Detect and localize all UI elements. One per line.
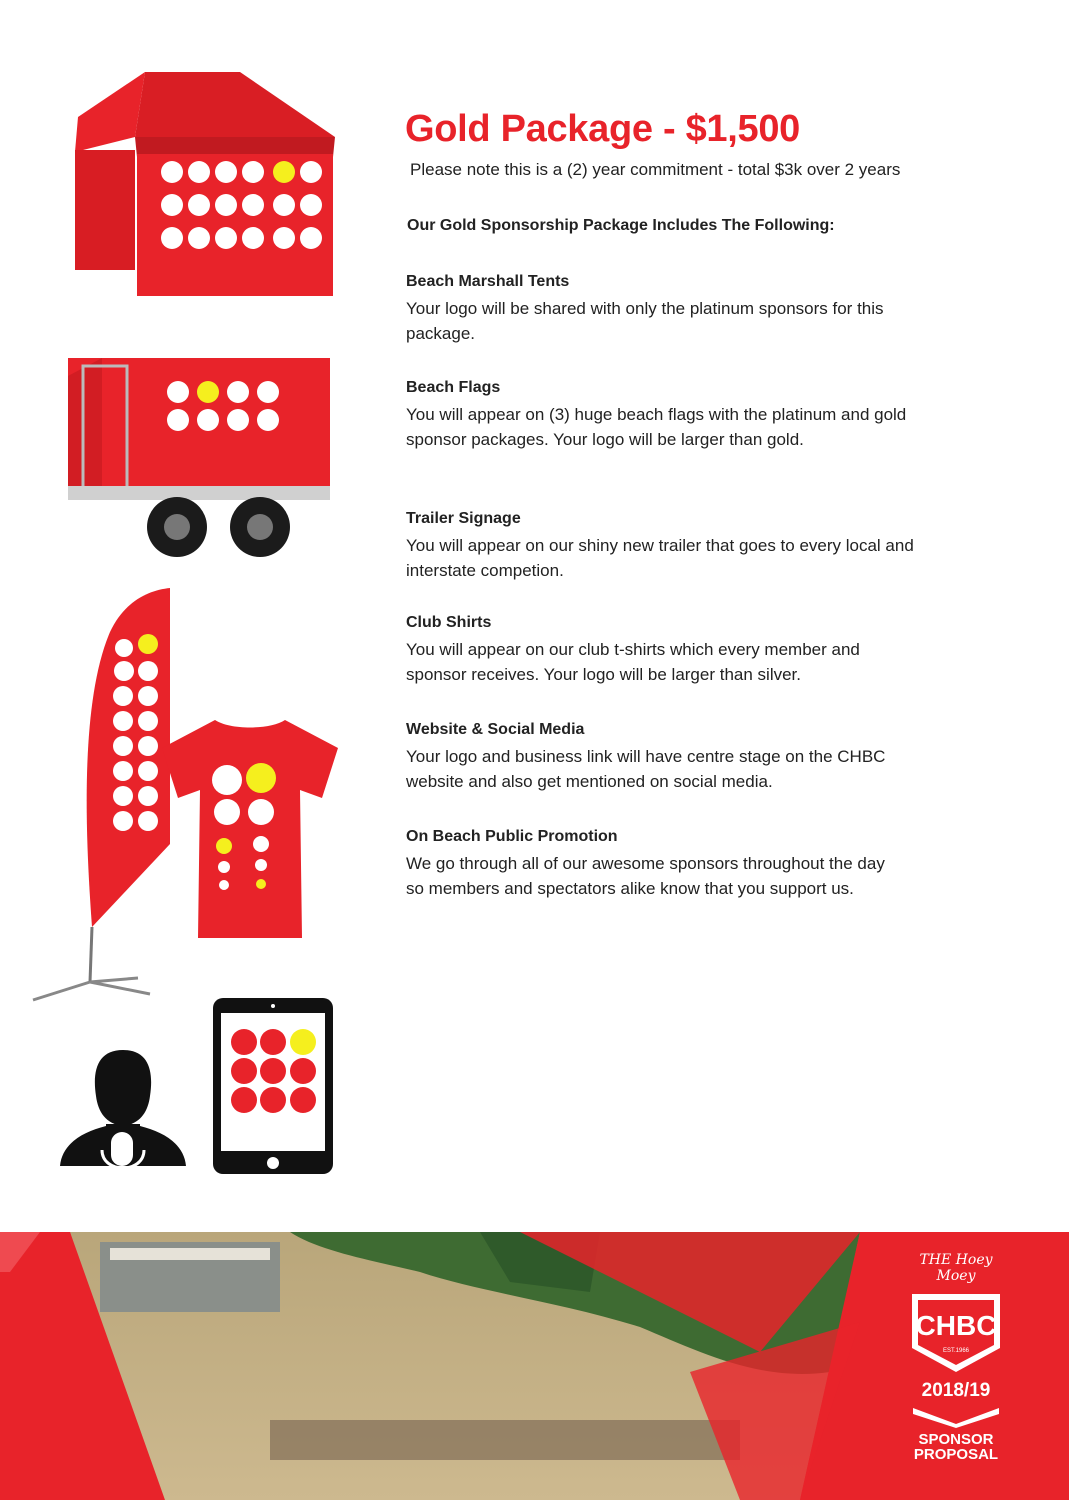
benefit-beach-marshall-tents bbox=[406, 273, 926, 346]
footer-banner bbox=[0, 1232, 1069, 1500]
chbc-badge bbox=[901, 1252, 1011, 1462]
chevron-down-icon bbox=[911, 1406, 1001, 1428]
svg-text:CHBC: CHBC bbox=[915, 1310, 997, 1341]
sponsor-proposal-label bbox=[901, 1432, 1011, 1462]
benefit-body: Your logo and business link will have centre stage on the CHBC website and also get mentioned on social media. bbox=[406, 747, 886, 791]
benefit-heading: Beach Marshall Tents bbox=[406, 273, 570, 290]
beach-flag-illustration bbox=[30, 582, 180, 1012]
svg-text:EST.1966: EST.1966 bbox=[942, 1348, 970, 1354]
benefit-body: You will appear on (3) huge beach flags with the platinum and gold sponsor packages. Your logo will be larger than gold. bbox=[406, 405, 907, 449]
benefit-heading: Club Shirts bbox=[406, 614, 492, 631]
tablet-icon bbox=[210, 995, 336, 1177]
benefit-heading: Beach Flags bbox=[406, 379, 501, 396]
benefit-trailer-signage bbox=[406, 510, 926, 583]
benefit-heading: Trailer Signage bbox=[406, 510, 521, 527]
benefit-body: We go through all of our awesome sponsors throughout the day so members and spectators alike know that you support us. bbox=[406, 854, 885, 898]
benefit-heading: On Beach Public Promotion bbox=[406, 828, 618, 845]
announcer-icon bbox=[58, 1046, 188, 1176]
sponsor-label-line1: SPONSOR bbox=[918, 1431, 994, 1448]
benefit-body: You will appear on our shiny new trailer that goes to every local and interstate competion. bbox=[406, 536, 914, 580]
benefit-club-shirts bbox=[406, 614, 926, 687]
club-shirt-illustration bbox=[160, 718, 350, 944]
commitment-note: Please note this is a (2) year commitment - total $3k over 2 years bbox=[410, 160, 901, 179]
chbc-shield-logo bbox=[908, 1290, 1004, 1376]
hoey-moey-wordmark: THE Hoey Moey bbox=[919, 1252, 993, 1284]
benefit-body: Your logo will be shared with only the platinum sponsors for this package. bbox=[406, 299, 884, 343]
tent-illustration bbox=[60, 62, 340, 302]
benefit-body: You will appear on our club t-shirts which every member and sponsor receives. Your logo will be larger than silver. bbox=[406, 640, 860, 684]
benefit-website-social-media bbox=[406, 721, 926, 794]
benefit-on-beach-promotion bbox=[406, 828, 926, 901]
page-title: Gold Package - $1,500 bbox=[405, 108, 801, 150]
sponsor-label-line2: PROPOSAL bbox=[913, 1446, 999, 1463]
benefit-beach-flags bbox=[406, 379, 926, 452]
season-year: 2018/19 bbox=[921, 1380, 991, 1401]
benefit-heading: Website & Social Media bbox=[406, 721, 585, 738]
trailer-illustration bbox=[62, 352, 342, 562]
package-intro-heading: Our Gold Sponsorship Package Includes The Following: bbox=[407, 217, 835, 234]
